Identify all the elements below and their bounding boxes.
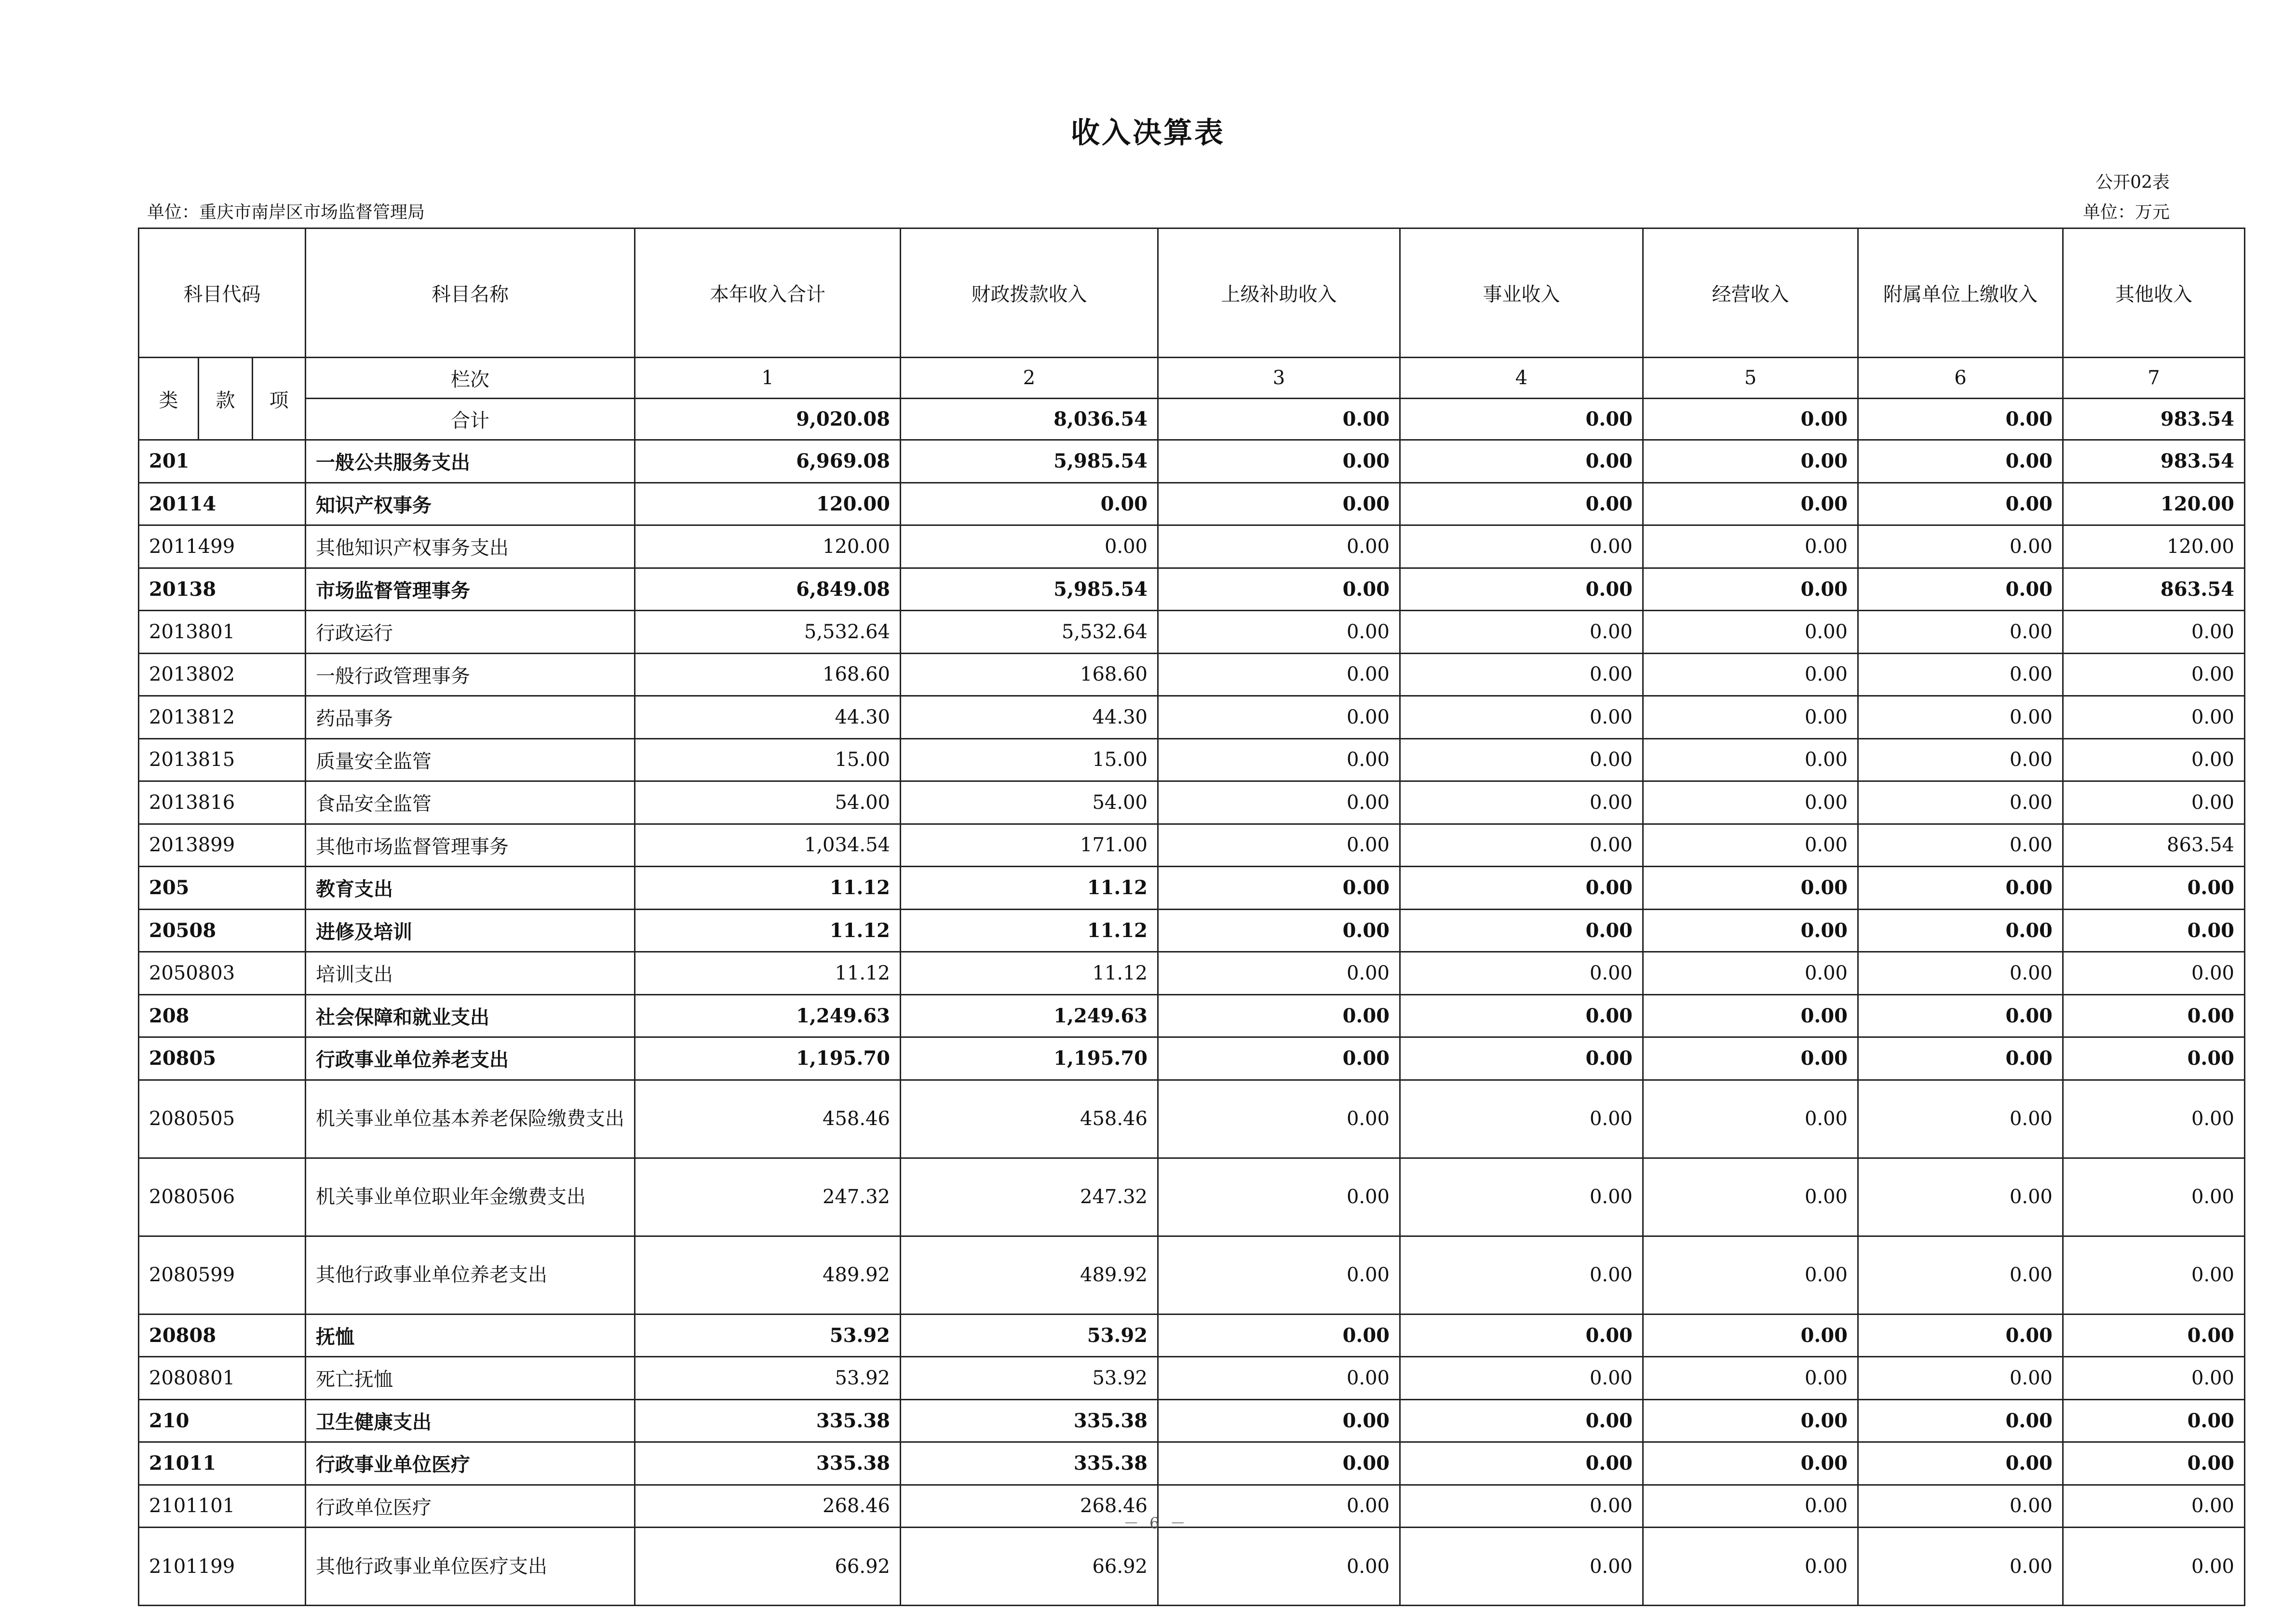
row-value: 0.00 xyxy=(1858,1485,2063,1528)
row-code: 2101101 xyxy=(139,1485,306,1528)
row-value: 247.32 xyxy=(901,1158,1158,1236)
row-value: 11.12 xyxy=(901,909,1158,952)
header-lanci: 栏次 xyxy=(306,358,635,399)
row-name: 行政运行 xyxy=(306,611,635,654)
row-name: 行政单位医疗 xyxy=(306,1485,635,1528)
row-name: 一般行政管理事务 xyxy=(306,653,635,696)
header-kuan: 款 xyxy=(199,358,253,440)
row-value: 0.00 xyxy=(1858,568,2063,611)
row-value: 0.00 xyxy=(1858,1037,2063,1080)
row-value: 335.38 xyxy=(635,1399,901,1442)
row-value: 53.92 xyxy=(901,1314,1158,1357)
table-row xyxy=(139,781,2245,824)
row-name: 卫生健康支出 xyxy=(306,1399,635,1442)
table-row xyxy=(139,525,2245,568)
row-value: 11.12 xyxy=(901,867,1158,910)
row-code: 2013812 xyxy=(139,696,306,739)
row-name: 死亡抚恤 xyxy=(306,1357,635,1400)
row-value: 0.00 xyxy=(2063,696,2245,739)
header-col-4: 事业收入 xyxy=(1400,228,1643,358)
row-code: 2101199 xyxy=(139,1528,306,1606)
row-value: 0.00 xyxy=(1643,738,1858,781)
row-value: 0.00 xyxy=(1158,696,1400,739)
row-value: 0.00 xyxy=(1158,1158,1400,1236)
row-value: 0.00 xyxy=(1158,909,1400,952)
row-value: 0.00 xyxy=(1158,653,1400,696)
row-value: 0.00 xyxy=(2063,1236,2245,1314)
row-name: 机关事业单位职业年金缴费支出 xyxy=(306,1158,635,1236)
row-code: 2013802 xyxy=(139,653,306,696)
row-value: 1,195.70 xyxy=(901,1037,1158,1080)
row-value: 0.00 xyxy=(1400,1442,1643,1485)
row-value: 0.00 xyxy=(1158,1442,1400,1485)
row-value: 0.00 xyxy=(1158,440,1400,483)
row-value: 0.00 xyxy=(1858,1314,2063,1357)
row-value: 0.00 xyxy=(1643,1158,1858,1236)
row-code: 20114 xyxy=(139,483,306,525)
reporting-unit: 单位：重庆市南岸区市场监督管理局 xyxy=(147,202,425,222)
row-value: 0.00 xyxy=(1858,994,2063,1037)
row-value: 0.00 xyxy=(1158,867,1400,910)
row-value: 0.00 xyxy=(2063,1037,2245,1080)
table-row xyxy=(139,1485,2245,1528)
row-value: 0.00 xyxy=(1400,781,1643,824)
row-value: 0.00 xyxy=(1643,568,1858,611)
row-name: 进修及培训 xyxy=(306,909,635,952)
row-value: 44.30 xyxy=(635,696,901,739)
row-code: 2080506 xyxy=(139,1158,306,1236)
table-row xyxy=(139,1528,2245,1606)
row-name: 其他市场监督管理事务 xyxy=(306,824,635,867)
row-value: 0.00 xyxy=(1158,568,1400,611)
table-row xyxy=(139,440,2245,483)
row-name: 知识产权事务 xyxy=(306,483,635,525)
row-value: 0.00 xyxy=(2063,1158,2245,1236)
row-value: 168.60 xyxy=(901,653,1158,696)
row-value: 0.00 xyxy=(1858,738,2063,781)
table-row xyxy=(139,483,2245,525)
table-row xyxy=(139,824,2245,867)
row-code: 2013815 xyxy=(139,738,306,781)
row-value: 0.00 xyxy=(1158,483,1400,525)
row-value: 0.00 xyxy=(2063,738,2245,781)
row-value: 0.00 xyxy=(1158,1485,1400,1528)
row-value: 0.00 xyxy=(1158,824,1400,867)
row-value: 0.00 xyxy=(2063,952,2245,995)
row-value: 0.00 xyxy=(2063,867,2245,910)
total-value: 0.00 xyxy=(1400,399,1643,440)
row-value: 0.00 xyxy=(1858,1080,2063,1158)
row-value: 0.00 xyxy=(1858,483,2063,525)
table-row xyxy=(139,909,2245,952)
row-value: 0.00 xyxy=(1400,1485,1643,1528)
row-code: 2080505 xyxy=(139,1080,306,1158)
row-value: 0.00 xyxy=(1643,1399,1858,1442)
row-code: 20808 xyxy=(139,1314,306,1357)
row-value: 0.00 xyxy=(1643,1314,1858,1357)
row-code: 2050803 xyxy=(139,952,306,995)
row-name: 教育支出 xyxy=(306,867,635,910)
table-row xyxy=(139,1080,2245,1158)
row-value: 489.92 xyxy=(635,1236,901,1314)
row-value: 0.00 xyxy=(1158,1314,1400,1357)
total-value: 8,036.54 xyxy=(901,399,1158,440)
row-code: 210 xyxy=(139,1399,306,1442)
header-row xyxy=(139,228,2245,358)
row-value: 0.00 xyxy=(1400,1236,1643,1314)
row-value: 120.00 xyxy=(635,525,901,568)
row-code: 2080801 xyxy=(139,1357,306,1400)
total-row xyxy=(139,399,2245,440)
row-value: 0.00 xyxy=(1643,867,1858,910)
row-value: 0.00 xyxy=(2063,653,2245,696)
row-value: 0.00 xyxy=(2063,611,2245,654)
row-value: 0.00 xyxy=(1643,994,1858,1037)
row-value: 1,034.54 xyxy=(635,824,901,867)
row-value: 0.00 xyxy=(1158,1236,1400,1314)
col-num-5: 5 xyxy=(1643,358,1858,399)
row-value: 0.00 xyxy=(1400,1314,1643,1357)
row-value: 0.00 xyxy=(1858,1399,2063,1442)
row-value: 0.00 xyxy=(1643,1528,1858,1606)
table-row xyxy=(139,1314,2245,1357)
row-code: 2080599 xyxy=(139,1236,306,1314)
row-value: 0.00 xyxy=(2063,994,2245,1037)
row-value: 0.00 xyxy=(1400,1080,1643,1158)
row-value: 6,849.08 xyxy=(635,568,901,611)
row-value: 1,249.63 xyxy=(901,994,1158,1037)
row-value: 0.00 xyxy=(2063,781,2245,824)
row-value: 0.00 xyxy=(1400,1528,1643,1606)
form-number: 公开02表 xyxy=(2095,173,2170,192)
row-value: 0.00 xyxy=(1158,1357,1400,1400)
header-lei: 类 xyxy=(139,358,199,440)
currency-unit: 单位：万元 xyxy=(2082,202,2170,222)
row-value: 0.00 xyxy=(1858,611,2063,654)
row-value: 863.54 xyxy=(2063,568,2245,611)
row-value: 0.00 xyxy=(1643,1080,1858,1158)
row-value: 54.00 xyxy=(901,781,1158,824)
row-value: 0.00 xyxy=(1858,824,2063,867)
row-value: 0.00 xyxy=(2063,1485,2245,1528)
table-row xyxy=(139,653,2245,696)
row-name: 其他行政事业单位医疗支出 xyxy=(306,1528,635,1606)
col-num-2: 2 xyxy=(901,358,1158,399)
total-value: 983.54 xyxy=(2063,399,2245,440)
row-value: 0.00 xyxy=(1643,824,1858,867)
row-value: 0.00 xyxy=(1400,909,1643,952)
row-value: 0.00 xyxy=(1400,568,1643,611)
row-name: 食品安全监管 xyxy=(306,781,635,824)
lanci-row xyxy=(139,358,2245,399)
row-value: 863.54 xyxy=(2063,824,2245,867)
row-value: 0.00 xyxy=(1158,1528,1400,1606)
row-value: 0.00 xyxy=(1643,525,1858,568)
row-value: 0.00 xyxy=(1400,440,1643,483)
row-value: 0.00 xyxy=(2063,1080,2245,1158)
header-col-7: 其他收入 xyxy=(2063,228,2245,358)
row-value: 0.00 xyxy=(1400,824,1643,867)
row-value: 0.00 xyxy=(1158,1080,1400,1158)
row-value: 44.30 xyxy=(901,696,1158,739)
row-value: 0.00 xyxy=(1400,1037,1643,1080)
col-num-4: 4 xyxy=(1400,358,1643,399)
row-value: 0.00 xyxy=(1400,1399,1643,1442)
row-value: 0.00 xyxy=(1643,952,1858,995)
row-value: 0.00 xyxy=(1643,696,1858,739)
row-value: 0.00 xyxy=(2063,1314,2245,1357)
row-name: 其他知识产权事务支出 xyxy=(306,525,635,568)
row-code: 205 xyxy=(139,867,306,910)
table-row xyxy=(139,1399,2245,1442)
row-value: 0.00 xyxy=(1858,781,2063,824)
col-num-6: 6 xyxy=(1858,358,2063,399)
row-value: 0.00 xyxy=(1643,440,1858,483)
row-value: 0.00 xyxy=(1858,525,2063,568)
row-value: 0.00 xyxy=(1858,909,2063,952)
page-number: － 6 － xyxy=(1123,1514,1189,1532)
table-row xyxy=(139,568,2245,611)
row-value: 0.00 xyxy=(1858,1442,2063,1485)
row-value: 0.00 xyxy=(2063,909,2245,952)
row-value: 0.00 xyxy=(1158,611,1400,654)
row-value: 11.12 xyxy=(635,909,901,952)
row-value: 458.46 xyxy=(635,1080,901,1158)
row-value: 0.00 xyxy=(1858,867,2063,910)
row-code: 2011499 xyxy=(139,525,306,568)
total-value: 0.00 xyxy=(1158,399,1400,440)
row-value: 5,985.54 xyxy=(901,440,1158,483)
row-value: 0.00 xyxy=(1858,1528,2063,1606)
row-code: 20508 xyxy=(139,909,306,952)
row-value: 0.00 xyxy=(1858,440,2063,483)
row-value: 335.38 xyxy=(901,1399,1158,1442)
row-value: 5,532.64 xyxy=(901,611,1158,654)
table-row xyxy=(139,1442,2245,1485)
row-value: 1,195.70 xyxy=(635,1037,901,1080)
row-value: 53.92 xyxy=(635,1314,901,1357)
row-value: 5,985.54 xyxy=(901,568,1158,611)
row-value: 66.92 xyxy=(901,1528,1158,1606)
row-value: 15.00 xyxy=(635,738,901,781)
row-value: 0.00 xyxy=(1400,738,1643,781)
row-value: 54.00 xyxy=(635,781,901,824)
row-value: 489.92 xyxy=(901,1236,1158,1314)
header-name: 科目名称 xyxy=(306,228,635,358)
row-value: 0.00 xyxy=(1158,1399,1400,1442)
row-value: 0.00 xyxy=(1643,611,1858,654)
total-value: 0.00 xyxy=(1643,399,1858,440)
row-name: 药品事务 xyxy=(306,696,635,739)
row-value: 5,532.64 xyxy=(635,611,901,654)
row-value: 0.00 xyxy=(1158,525,1400,568)
row-value: 168.60 xyxy=(635,653,901,696)
income-table xyxy=(138,228,2245,1606)
row-value: 0.00 xyxy=(2063,1528,2245,1606)
row-name: 抚恤 xyxy=(306,1314,635,1357)
row-value: 171.00 xyxy=(901,824,1158,867)
row-value: 0.00 xyxy=(1858,653,2063,696)
row-name: 机关事业单位基本养老保险缴费支出 xyxy=(306,1080,635,1158)
row-value: 268.46 xyxy=(901,1485,1158,1528)
row-name: 其他行政事业单位养老支出 xyxy=(306,1236,635,1314)
header-col-2: 财政拨款收入 xyxy=(901,228,1158,358)
header-code: 科目代码 xyxy=(139,228,306,358)
row-value: 335.38 xyxy=(901,1442,1158,1485)
header-col-3: 上级补助收入 xyxy=(1158,228,1400,358)
row-value: 0.00 xyxy=(1400,1158,1643,1236)
table-row xyxy=(139,738,2245,781)
row-value: 0.00 xyxy=(1158,738,1400,781)
row-code: 208 xyxy=(139,994,306,1037)
row-value: 0.00 xyxy=(1400,611,1643,654)
row-value: 66.92 xyxy=(635,1528,901,1606)
row-value: 0.00 xyxy=(1643,1037,1858,1080)
row-value: 247.32 xyxy=(635,1158,901,1236)
table-row xyxy=(139,952,2245,995)
row-name: 培训支出 xyxy=(306,952,635,995)
row-name: 社会保障和就业支出 xyxy=(306,994,635,1037)
table-row xyxy=(139,994,2245,1037)
row-value: 0.00 xyxy=(1400,994,1643,1037)
row-value: 11.12 xyxy=(901,952,1158,995)
row-value: 0.00 xyxy=(2063,1357,2245,1400)
row-code: 2013816 xyxy=(139,781,306,824)
row-value: 0.00 xyxy=(901,483,1158,525)
header-col-6: 附属单位上缴收入 xyxy=(1858,228,2063,358)
total-value: 9,020.08 xyxy=(635,399,901,440)
row-value: 0.00 xyxy=(1643,1357,1858,1400)
row-value: 15.00 xyxy=(901,738,1158,781)
row-value: 0.00 xyxy=(1643,1485,1858,1528)
row-value: 120.00 xyxy=(635,483,901,525)
row-value: 0.00 xyxy=(1643,781,1858,824)
total-label: 合计 xyxy=(306,399,635,440)
row-value: 0.00 xyxy=(1858,696,2063,739)
row-value: 0.00 xyxy=(1158,952,1400,995)
row-value: 0.00 xyxy=(1400,952,1643,995)
row-value: 268.46 xyxy=(635,1485,901,1528)
row-value: 120.00 xyxy=(2063,483,2245,525)
row-value: 0.00 xyxy=(1158,781,1400,824)
row-name: 行政事业单位医疗 xyxy=(306,1442,635,1485)
total-value: 0.00 xyxy=(1858,399,2063,440)
row-value: 0.00 xyxy=(1643,1442,1858,1485)
row-value: 0.00 xyxy=(1400,1357,1643,1400)
table-row xyxy=(139,1037,2245,1080)
row-value: 0.00 xyxy=(1158,1037,1400,1080)
row-value: 6,969.08 xyxy=(635,440,901,483)
row-name: 一般公共服务支出 xyxy=(306,440,635,483)
report-title: 收入决算表 xyxy=(1071,116,1225,150)
row-value: 0.00 xyxy=(1400,525,1643,568)
row-value: 0.00 xyxy=(1858,1158,2063,1236)
row-value: 0.00 xyxy=(1400,696,1643,739)
row-name: 行政事业单位养老支出 xyxy=(306,1037,635,1080)
table-row xyxy=(139,867,2245,910)
header-col-5: 经营收入 xyxy=(1643,228,1858,358)
row-value: 53.92 xyxy=(901,1357,1158,1400)
table-row xyxy=(139,611,2245,654)
row-value: 0.00 xyxy=(1400,653,1643,696)
row-code: 2013899 xyxy=(139,824,306,867)
header-col-1: 本年收入合计 xyxy=(635,228,901,358)
row-value: 0.00 xyxy=(1858,1236,2063,1314)
row-code: 20805 xyxy=(139,1037,306,1080)
row-value: 11.12 xyxy=(635,952,901,995)
row-value: 0.00 xyxy=(1858,1357,2063,1400)
row-code: 20138 xyxy=(139,568,306,611)
row-value: 0.00 xyxy=(1858,952,2063,995)
row-value: 0.00 xyxy=(2063,1442,2245,1485)
table-row xyxy=(139,696,2245,739)
col-num-3: 3 xyxy=(1158,358,1400,399)
row-code: 21011 xyxy=(139,1442,306,1485)
row-value: 0.00 xyxy=(1643,653,1858,696)
row-value: 11.12 xyxy=(635,867,901,910)
row-value: 0.00 xyxy=(2063,1399,2245,1442)
row-value: 335.38 xyxy=(635,1442,901,1485)
row-value: 0.00 xyxy=(1643,909,1858,952)
row-name: 质量安全监管 xyxy=(306,738,635,781)
row-name: 市场监督管理事务 xyxy=(306,568,635,611)
row-value: 1,249.63 xyxy=(635,994,901,1037)
row-value: 0.00 xyxy=(1158,994,1400,1037)
row-value: 120.00 xyxy=(2063,525,2245,568)
row-value: 0.00 xyxy=(1400,867,1643,910)
row-value: 0.00 xyxy=(1643,483,1858,525)
row-value: 458.46 xyxy=(901,1080,1158,1158)
header-xiang: 项 xyxy=(253,358,306,440)
row-value: 983.54 xyxy=(2063,440,2245,483)
col-num-1: 1 xyxy=(635,358,901,399)
table-row xyxy=(139,1236,2245,1314)
row-value: 0.00 xyxy=(1400,483,1643,525)
row-value: 53.92 xyxy=(635,1357,901,1400)
table-row xyxy=(139,1158,2245,1236)
row-value: 0.00 xyxy=(901,525,1158,568)
row-value: 0.00 xyxy=(1643,1236,1858,1314)
col-num-7: 7 xyxy=(2063,358,2245,399)
row-code: 201 xyxy=(139,440,306,483)
row-code: 2013801 xyxy=(139,611,306,654)
table-row xyxy=(139,1357,2245,1400)
